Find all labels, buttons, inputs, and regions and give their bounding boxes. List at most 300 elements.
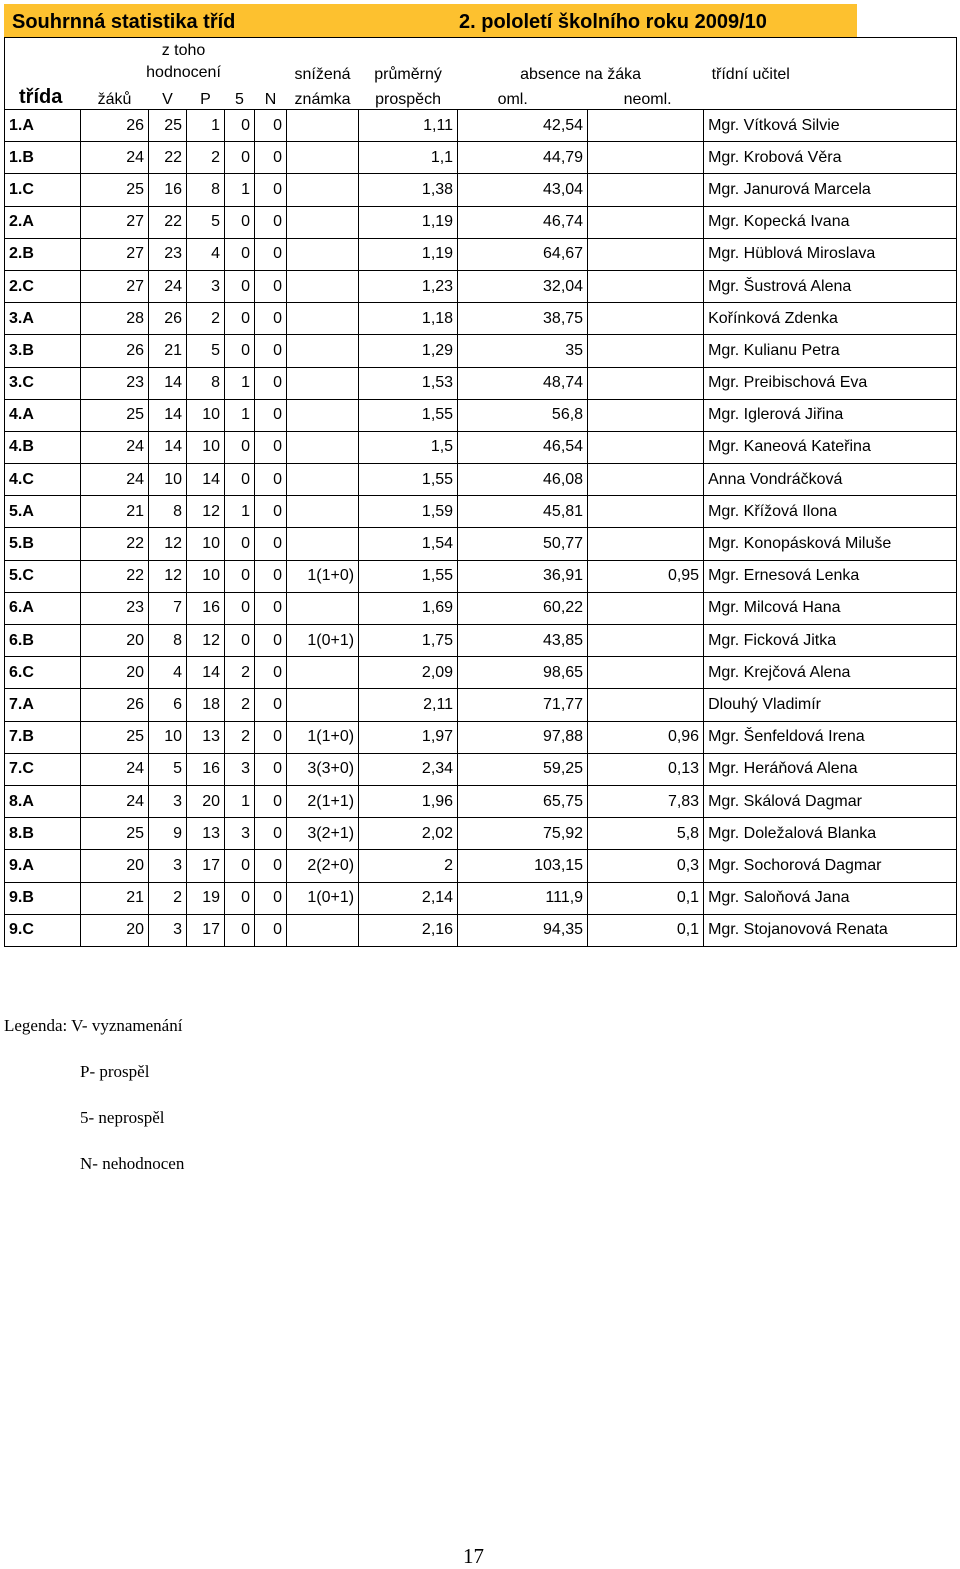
cell-prumer: 2,16: [359, 914, 458, 946]
cell-n: 0: [255, 625, 287, 657]
cell-neoml: [588, 110, 704, 142]
cell-prumer: 2,11: [359, 689, 458, 721]
cell-zaku: 22: [81, 560, 149, 592]
header-znamka: známka: [294, 91, 351, 108]
table-row: [5, 270, 957, 302]
cell-trida: 4.C: [5, 464, 81, 496]
table-row: [5, 560, 957, 592]
cell-ucitel: Mgr. Saloňová Jana: [704, 882, 957, 914]
cell-v: 3: [149, 914, 187, 946]
cell-5: 3: [225, 753, 255, 785]
cell-snizena: [287, 238, 359, 270]
cell-snizena: [287, 399, 359, 431]
cell-snizena: 1(1+0): [287, 560, 359, 592]
cell-v: 10: [149, 721, 187, 753]
header-snizena: snížená: [294, 66, 351, 83]
cell-prumer: 1,11: [359, 110, 458, 142]
period-title: 2. pololetí školního roku 2009/10: [459, 11, 767, 33]
cell-v: 10: [149, 464, 187, 496]
table-row: [5, 142, 957, 174]
cell-oml: 42,54: [458, 110, 588, 142]
cell-oml: 32,04: [458, 270, 588, 302]
cell-neoml: [588, 270, 704, 302]
cell-ucitel: Mgr. Šenfeldová Irena: [704, 721, 957, 753]
cell-n: 0: [255, 528, 287, 560]
table-row: [5, 174, 957, 206]
cell-zaku: 24: [81, 142, 149, 174]
cell-ucitel: Mgr. Ernesová Lenka: [704, 560, 957, 592]
cell-zaku: 20: [81, 914, 149, 946]
cell-ucitel: Mgr. Krejčová Alena: [704, 657, 957, 689]
cell-5: 0: [225, 110, 255, 142]
table-row: [5, 367, 957, 399]
cell-p: 2: [187, 142, 225, 174]
cell-snizena: 1(1+0): [287, 721, 359, 753]
legend-line-4: N- nehodnocen: [80, 1154, 185, 1173]
cell-5: 0: [225, 625, 255, 657]
cell-neoml: [588, 399, 704, 431]
cell-5: 0: [225, 335, 255, 367]
cell-prumer: 2: [359, 850, 458, 882]
cell-oml: 43,04: [458, 174, 588, 206]
cell-neoml: [588, 592, 704, 624]
cell-prumer: 1,54: [359, 528, 458, 560]
cell-trida: 6.C: [5, 657, 81, 689]
cell-p: 8: [187, 174, 225, 206]
cell-v: 4: [149, 657, 187, 689]
cell-oml: 59,25: [458, 753, 588, 785]
cell-oml: 45,81: [458, 496, 588, 528]
header-5: 5: [235, 91, 244, 108]
cell-n: 0: [255, 335, 287, 367]
cell-neoml: 0,96: [588, 721, 704, 753]
cell-p: 13: [187, 721, 225, 753]
cell-5: 0: [225, 914, 255, 946]
cell-v: 2: [149, 882, 187, 914]
cell-zaku: 24: [81, 431, 149, 463]
title-bar: [4, 4, 857, 37]
cell-v: 14: [149, 367, 187, 399]
cell-ucitel: Mgr. Hüblová Miroslava: [704, 238, 957, 270]
cell-ucitel: Mgr. Iglerová Jiřina: [704, 399, 957, 431]
cell-n: 0: [255, 399, 287, 431]
cell-p: 1: [187, 110, 225, 142]
cell-5: 0: [225, 592, 255, 624]
cell-neoml: [588, 689, 704, 721]
cell-v: 3: [149, 850, 187, 882]
legend-line-1: Legenda: V- vyznamenání: [4, 1016, 183, 1035]
cell-zaku: 27: [81, 206, 149, 238]
cell-n: 0: [255, 882, 287, 914]
cell-prumer: 1,23: [359, 270, 458, 302]
cell-oml: 44,79: [458, 142, 588, 174]
cell-p: 10: [187, 560, 225, 592]
table-row: [5, 399, 957, 431]
cell-5: 1: [225, 399, 255, 431]
cell-p: 17: [187, 850, 225, 882]
cell-p: 8: [187, 367, 225, 399]
cell-p: 12: [187, 496, 225, 528]
cell-5: 0: [225, 142, 255, 174]
cell-prumer: 1,59: [359, 496, 458, 528]
cell-trida: 4.A: [5, 399, 81, 431]
cell-trida: 1.B: [5, 142, 81, 174]
cell-5: 2: [225, 657, 255, 689]
cell-ucitel: Mgr. Vítková Silvie: [704, 110, 957, 142]
cell-5: 0: [225, 528, 255, 560]
cell-snizena: 1(0+1): [287, 625, 359, 657]
table-row: [5, 657, 957, 689]
cell-v: 16: [149, 174, 187, 206]
cell-prumer: 1,29: [359, 335, 458, 367]
class-statistics-table: [4, 37, 957, 947]
cell-5: 0: [225, 206, 255, 238]
cell-v: 14: [149, 431, 187, 463]
cell-neoml: 5,8: [588, 818, 704, 850]
cell-zaku: 25: [81, 721, 149, 753]
cell-n: 0: [255, 914, 287, 946]
cell-v: 21: [149, 335, 187, 367]
cell-oml: 94,35: [458, 914, 588, 946]
cell-n: 0: [255, 270, 287, 302]
cell-p: 5: [187, 206, 225, 238]
table-row: [5, 882, 957, 914]
table-row: [5, 464, 957, 496]
cell-zaku: 27: [81, 270, 149, 302]
cell-ucitel: Mgr. Kaneová Kateřina: [704, 431, 957, 463]
cell-v: 25: [149, 110, 187, 142]
cell-p: 10: [187, 528, 225, 560]
cell-oml: 97,88: [458, 721, 588, 753]
cell-oml: 35: [458, 335, 588, 367]
table-body: [5, 110, 957, 947]
header-oml: oml.: [497, 91, 528, 108]
cell-zaku: 20: [81, 657, 149, 689]
cell-prumer: 2,14: [359, 882, 458, 914]
cell-snizena: 2(1+1): [287, 785, 359, 817]
cell-n: 0: [255, 785, 287, 817]
cell-snizena: [287, 464, 359, 496]
cell-neoml: [588, 335, 704, 367]
cell-trida: 9.B: [5, 882, 81, 914]
cell-prumer: 1,1: [359, 142, 458, 174]
cell-n: 0: [255, 206, 287, 238]
cell-oml: 50,77: [458, 528, 588, 560]
cell-n: 0: [255, 850, 287, 882]
table-row: [5, 335, 957, 367]
cell-oml: 56,8: [458, 399, 588, 431]
cell-neoml: [588, 238, 704, 270]
cell-n: 0: [255, 303, 287, 335]
header-row-2: [5, 86, 957, 110]
cell-trida: 6.B: [5, 625, 81, 657]
header-neoml: neoml.: [623, 91, 672, 108]
cell-oml: 38,75: [458, 303, 588, 335]
cell-p: 10: [187, 431, 225, 463]
table-row: [5, 528, 957, 560]
cell-prumer: 1,97: [359, 721, 458, 753]
cell-snizena: [287, 335, 359, 367]
cell-oml: 75,92: [458, 818, 588, 850]
cell-neoml: [588, 657, 704, 689]
cell-oml: 43,85: [458, 625, 588, 657]
header-prumerny: průměrný: [374, 66, 442, 83]
cell-ucitel: Mgr. Stojanovová Renata: [704, 914, 957, 946]
table-row: [5, 496, 957, 528]
cell-trida: 7.B: [5, 721, 81, 753]
cell-v: 6: [149, 689, 187, 721]
cell-v: 23: [149, 238, 187, 270]
cell-ucitel: Mgr. Preibischová Eva: [704, 367, 957, 399]
cell-oml: 60,22: [458, 592, 588, 624]
cell-oml: 46,54: [458, 431, 588, 463]
cell-5: 2: [225, 689, 255, 721]
cell-n: 0: [255, 657, 287, 689]
cell-5: 0: [225, 850, 255, 882]
cell-n: 0: [255, 174, 287, 206]
cell-trida: 5.B: [5, 528, 81, 560]
cell-ucitel: Mgr. Heráňová Alena: [704, 753, 957, 785]
legend-line-2: P- prospěl: [80, 1062, 150, 1081]
cell-p: 10: [187, 399, 225, 431]
cell-zaku: 23: [81, 367, 149, 399]
cell-ucitel: Mgr. Kulianu Petra: [704, 335, 957, 367]
cell-prumer: 1,18: [359, 303, 458, 335]
cell-zaku: 27: [81, 238, 149, 270]
cell-prumer: 1,55: [359, 399, 458, 431]
cell-p: 12: [187, 625, 225, 657]
page-number: 17: [463, 1544, 484, 1568]
cell-v: 12: [149, 528, 187, 560]
cell-p: 13: [187, 818, 225, 850]
table-row: [5, 238, 957, 270]
cell-prumer: 1,55: [359, 464, 458, 496]
cell-zaku: 24: [81, 785, 149, 817]
page-title: Souhrnná statistika tříd: [12, 11, 236, 33]
cell-n: 0: [255, 721, 287, 753]
table-row: [5, 721, 957, 753]
cell-oml: 46,08: [458, 464, 588, 496]
cell-oml: 64,67: [458, 238, 588, 270]
cell-prumer: 1,38: [359, 174, 458, 206]
cell-snizena: [287, 110, 359, 142]
table-row: [5, 850, 957, 882]
cell-v: 22: [149, 142, 187, 174]
cell-oml: 71,77: [458, 689, 588, 721]
table-row: [5, 110, 957, 142]
cell-n: 0: [255, 367, 287, 399]
table-row: [5, 753, 957, 785]
cell-n: 0: [255, 110, 287, 142]
cell-ucitel: Anna Vondráčková: [704, 464, 957, 496]
cell-ucitel: Mgr. Milcová Hana: [704, 592, 957, 624]
cell-neoml: [588, 174, 704, 206]
cell-neoml: [588, 431, 704, 463]
cell-zaku: 21: [81, 882, 149, 914]
cell-trida: 6.A: [5, 592, 81, 624]
cell-v: 12: [149, 560, 187, 592]
cell-zaku: 21: [81, 496, 149, 528]
table-row: [5, 431, 957, 463]
cell-v: 14: [149, 399, 187, 431]
cell-5: 0: [225, 464, 255, 496]
cell-trida: 7.A: [5, 689, 81, 721]
cell-prumer: 1,19: [359, 238, 458, 270]
cell-trida: 3.C: [5, 367, 81, 399]
cell-trida: 8.A: [5, 785, 81, 817]
cell-snizena: 3(3+0): [287, 753, 359, 785]
cell-n: 0: [255, 142, 287, 174]
cell-5: 0: [225, 431, 255, 463]
cell-snizena: [287, 657, 359, 689]
cell-oml: 111,9: [458, 882, 588, 914]
cell-oml: 46,74: [458, 206, 588, 238]
cell-v: 24: [149, 270, 187, 302]
cell-v: 7: [149, 592, 187, 624]
header-zaku: žáků: [97, 91, 132, 108]
cell-prumer: 1,75: [359, 625, 458, 657]
cell-zaku: 26: [81, 689, 149, 721]
cell-snizena: [287, 914, 359, 946]
cell-p: 17: [187, 914, 225, 946]
cell-v: 9: [149, 818, 187, 850]
cell-p: 18: [187, 689, 225, 721]
cell-neoml: [588, 367, 704, 399]
cell-neoml: 0,13: [588, 753, 704, 785]
cell-snizena: 3(2+1): [287, 818, 359, 850]
cell-5: 3: [225, 818, 255, 850]
cell-prumer: 2,02: [359, 818, 458, 850]
cell-trida: 8.B: [5, 818, 81, 850]
header-row-1: [5, 38, 957, 87]
header-z-toho: z toho: [161, 42, 206, 59]
cell-neoml: 7,83: [588, 785, 704, 817]
cell-oml: 65,75: [458, 785, 588, 817]
cell-snizena: [287, 496, 359, 528]
cell-n: 0: [255, 560, 287, 592]
cell-trida: 1.A: [5, 110, 81, 142]
header-p: P: [200, 91, 211, 108]
cell-zaku: 24: [81, 753, 149, 785]
cell-snizena: [287, 270, 359, 302]
cell-5: 0: [225, 303, 255, 335]
table-row: [5, 785, 957, 817]
cell-n: 0: [255, 592, 287, 624]
cell-p: 14: [187, 464, 225, 496]
legend-line-3: 5- neprospěl: [80, 1108, 165, 1127]
header-v: V: [162, 91, 173, 108]
cell-5: 0: [225, 238, 255, 270]
cell-zaku: 26: [81, 335, 149, 367]
cell-snizena: [287, 142, 359, 174]
cell-trida: 2.B: [5, 238, 81, 270]
cell-zaku: 25: [81, 399, 149, 431]
cell-neoml: 0,95: [588, 560, 704, 592]
table-row: [5, 303, 957, 335]
cell-oml: 36,91: [458, 560, 588, 592]
cell-5: 0: [225, 882, 255, 914]
header-trida: třída: [19, 86, 63, 108]
cell-oml: 48,74: [458, 367, 588, 399]
cell-n: 0: [255, 431, 287, 463]
cell-v: 8: [149, 496, 187, 528]
cell-prumer: 1,55: [359, 560, 458, 592]
cell-zaku: 26: [81, 110, 149, 142]
cell-n: 0: [255, 818, 287, 850]
cell-prumer: 2,34: [359, 753, 458, 785]
cell-5: 1: [225, 174, 255, 206]
cell-trida: 5.C: [5, 560, 81, 592]
cell-n: 0: [255, 496, 287, 528]
cell-neoml: [588, 625, 704, 657]
cell-trida: 5.A: [5, 496, 81, 528]
cell-prumer: 1,96: [359, 785, 458, 817]
cell-v: 22: [149, 206, 187, 238]
cell-n: 0: [255, 464, 287, 496]
cell-5: 1: [225, 367, 255, 399]
cell-n: 0: [255, 238, 287, 270]
header-hodnoceni: [81, 38, 287, 87]
cell-zaku: 20: [81, 850, 149, 882]
cell-p: 20: [187, 785, 225, 817]
cell-trida: 3.B: [5, 335, 81, 367]
cell-trida: 2.C: [5, 270, 81, 302]
cell-snizena: [287, 431, 359, 463]
header-hodnoceni-label: hodnocení: [146, 64, 221, 81]
cell-snizena: [287, 592, 359, 624]
cell-snizena: [287, 528, 359, 560]
cell-5: 0: [225, 560, 255, 592]
cell-p: 3: [187, 270, 225, 302]
table-row: [5, 914, 957, 946]
cell-zaku: 23: [81, 592, 149, 624]
cell-trida: 9.A: [5, 850, 81, 882]
cell-p: 2: [187, 303, 225, 335]
cell-n: 0: [255, 753, 287, 785]
header-prospech: prospěch: [375, 91, 441, 108]
cell-p: 16: [187, 592, 225, 624]
table-row: [5, 689, 957, 721]
cell-zaku: 25: [81, 818, 149, 850]
cell-p: 5: [187, 335, 225, 367]
cell-neoml: [588, 528, 704, 560]
cell-zaku: 24: [81, 464, 149, 496]
cell-5: 2: [225, 721, 255, 753]
cell-ucitel: Mgr. Skálová Dagmar: [704, 785, 957, 817]
cell-ucitel: Mgr. Křížová Ilona: [704, 496, 957, 528]
header-tridni-ucitel: třídní učitel: [711, 66, 790, 83]
cell-ucitel: Kořínková Zdenka: [704, 303, 957, 335]
cell-ucitel: Mgr. Krobová Věra: [704, 142, 957, 174]
cell-neoml: [588, 142, 704, 174]
cell-zaku: 20: [81, 625, 149, 657]
cell-ucitel: Mgr. Ficková Jitka: [704, 625, 957, 657]
cell-neoml: [588, 303, 704, 335]
cell-prumer: 2,09: [359, 657, 458, 689]
cell-neoml: 0,1: [588, 882, 704, 914]
cell-snizena: [287, 303, 359, 335]
cell-snizena: 2(2+0): [287, 850, 359, 882]
cell-neoml: 0,3: [588, 850, 704, 882]
cell-ucitel: Mgr. Konopásková Miluše: [704, 528, 957, 560]
cell-zaku: 28: [81, 303, 149, 335]
cell-trida: 9.C: [5, 914, 81, 946]
cell-zaku: 22: [81, 528, 149, 560]
cell-trida: 3.A: [5, 303, 81, 335]
cell-prumer: 1,69: [359, 592, 458, 624]
cell-ucitel: Mgr. Kopecká Ivana: [704, 206, 957, 238]
cell-ucitel: Mgr. Šustrová Alena: [704, 270, 957, 302]
